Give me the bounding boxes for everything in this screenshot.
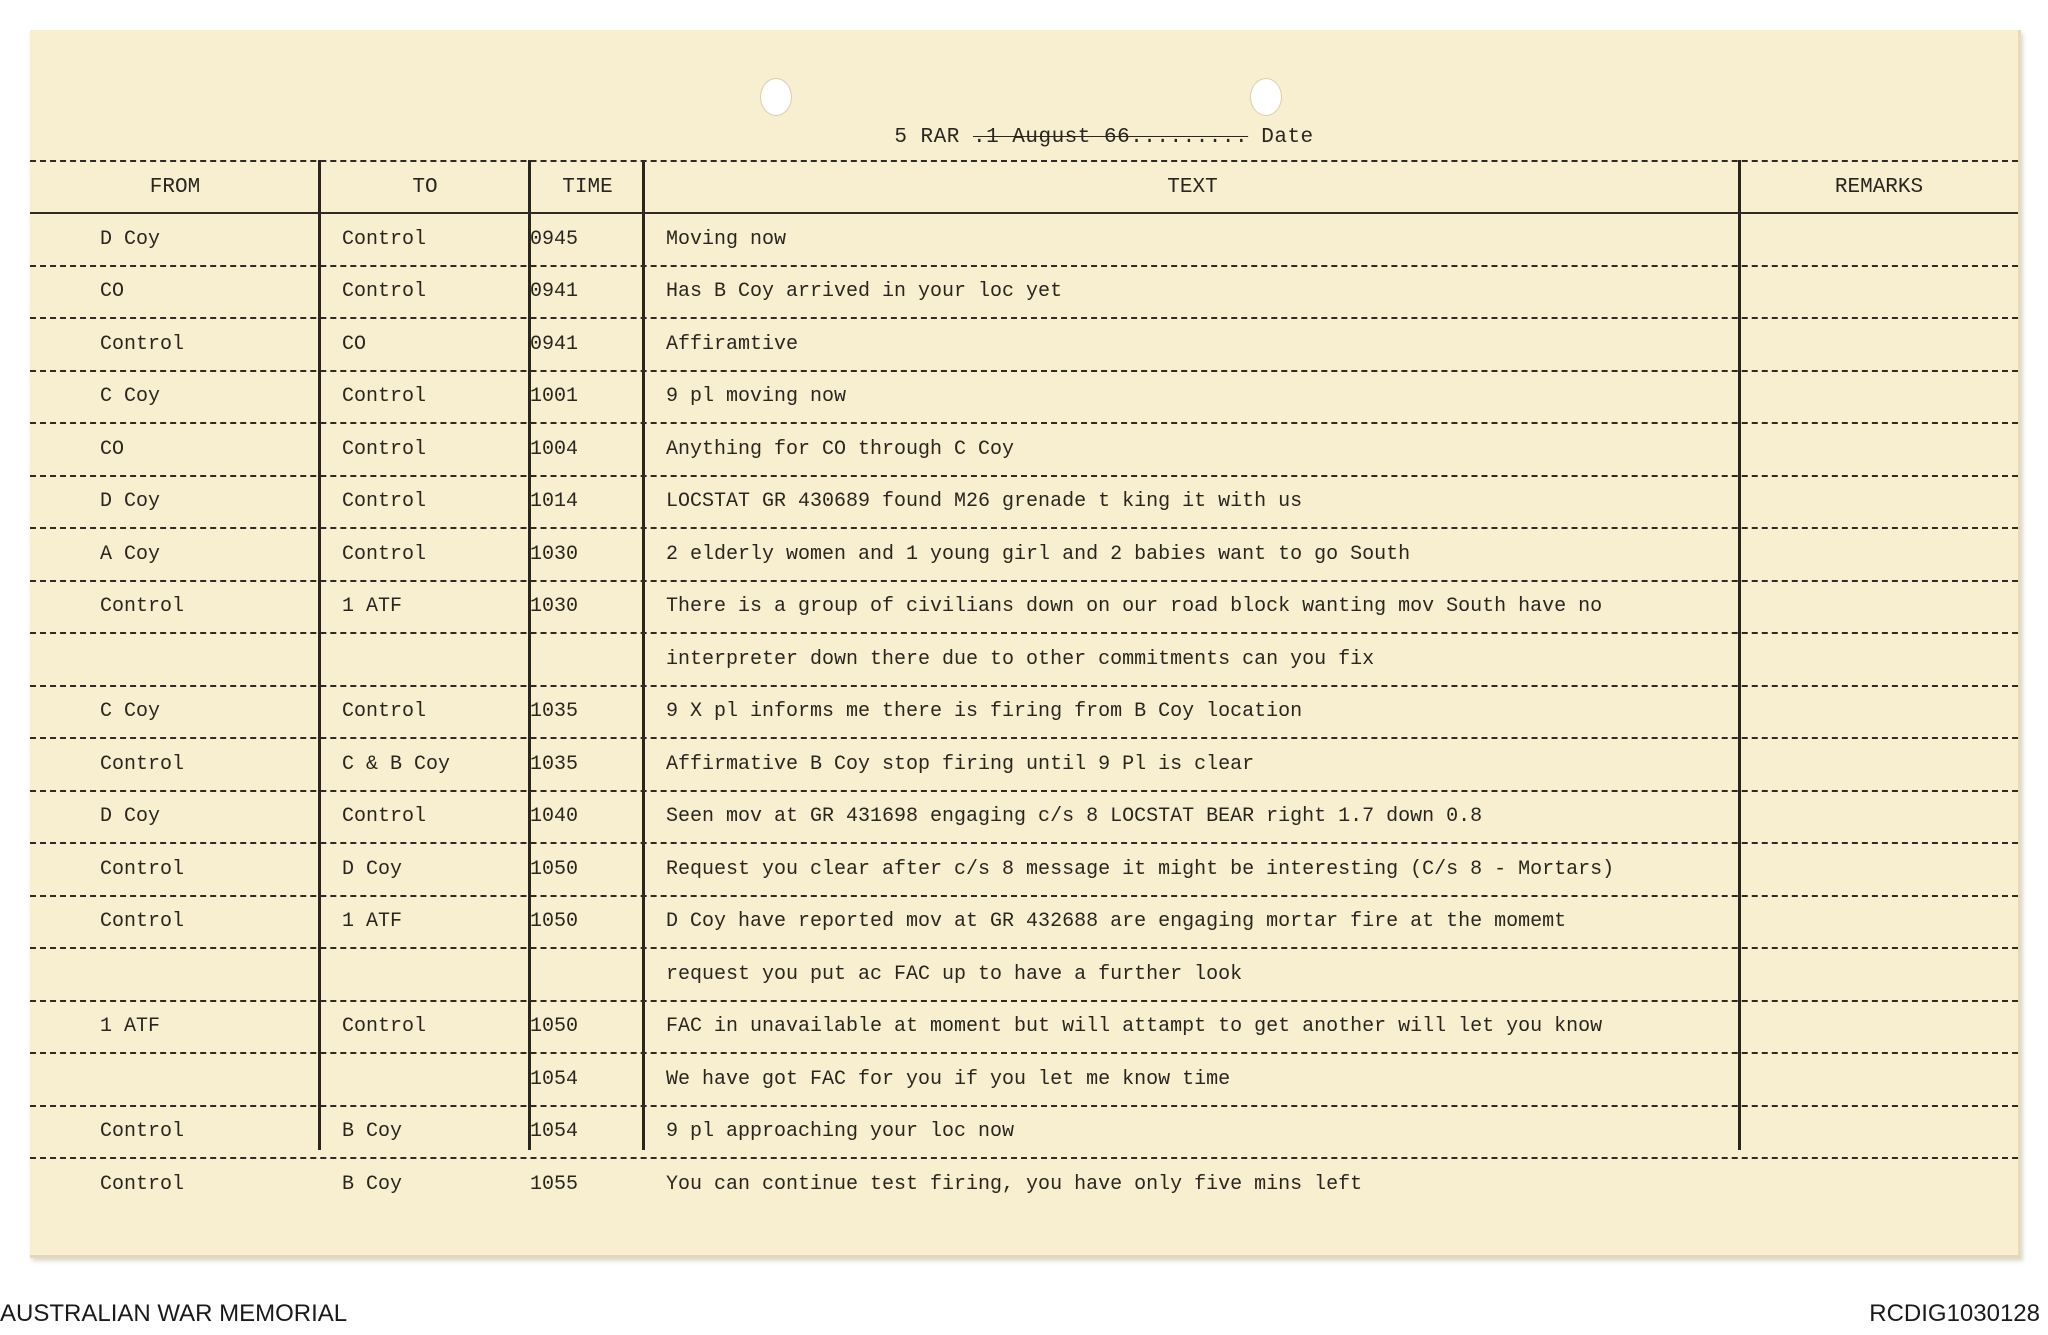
from-cell <box>100 634 340 685</box>
to-cell: Control <box>342 805 427 829</box>
text-cell: Affiramtive <box>666 332 799 356</box>
text-cell: You can continue test firing, you have only five mins left <box>666 1172 1363 1196</box>
time-cell: 1030 <box>530 595 579 619</box>
text-cell: Moving now <box>666 227 787 251</box>
column-header-text: TEXT <box>1167 175 1218 199</box>
table-row <box>30 1159 2018 1210</box>
remarks-cell <box>1742 477 2018 528</box>
text-cell: Anything for CO through C Coy <box>666 437 1015 461</box>
table-row <box>30 582 2018 635</box>
record-id: RCDIG1030128 <box>1869 1300 2040 1327</box>
from-cell: D Coy <box>100 490 161 514</box>
text-cell: D Coy have reported mov at GR 432688 are engaging mortar fire at the momemt <box>666 910 1567 934</box>
from-cell: D Coy <box>100 227 161 251</box>
column-header-remarks: REMARKS <box>1834 175 1924 199</box>
to-cell: Control <box>342 490 427 514</box>
column-header-time: TIME <box>562 175 613 199</box>
from-cell: D Coy <box>100 805 161 829</box>
remarks-cell <box>1742 1002 2018 1053</box>
time-cell: 1050 <box>530 857 579 881</box>
time-cell: 1035 <box>530 752 579 776</box>
to-cell: B Coy <box>342 1120 403 1144</box>
message-log-table <box>30 160 2018 1210</box>
punch-hole-left <box>760 78 792 116</box>
to-cell: D Coy <box>342 857 403 881</box>
from-cell: Control <box>100 857 185 881</box>
text-cell: 2 elderly women and 1 young girl and 2 babies want to go South <box>666 542 1411 566</box>
from-cell: Control <box>100 910 185 934</box>
table-row <box>30 949 2018 1002</box>
text-cell: Request you clear after c/s 8 message it might be interesting (C/s 8 - Mortars) <box>666 857 1615 881</box>
table-row <box>30 267 2018 320</box>
log-sheet <box>30 30 2021 1258</box>
table-row <box>30 897 2018 950</box>
unit-name: 5 RAR <box>894 126 960 149</box>
table-row <box>30 529 2018 582</box>
to-cell: 1 ATF <box>342 910 403 934</box>
from-cell: Control <box>100 752 185 776</box>
to-cell: C & B Coy <box>342 752 451 776</box>
remarks-cell <box>1742 949 2018 1000</box>
to-cell: Control <box>342 280 427 304</box>
remarks-cell <box>1742 319 2018 370</box>
time-cell: 1001 <box>530 385 579 409</box>
table-row <box>30 372 2018 425</box>
table-header-row <box>30 160 2018 214</box>
from-cell: 1 ATF <box>100 1015 161 1039</box>
text-cell: interpreter down there due to other commitments can you fix <box>666 647 1375 671</box>
text-cell: Seen mov at GR 431698 engaging c/s 8 LOCSTAT BEAR right 1.7 down 0.8 <box>666 805 1483 829</box>
from-cell: CO <box>100 280 125 304</box>
to-cell <box>342 949 552 1000</box>
time-cell <box>530 949 645 1000</box>
time-cell: 0941 <box>530 280 579 304</box>
sheet-header <box>30 126 2018 149</box>
table-row <box>30 687 2018 740</box>
time-cell: 0945 <box>530 227 579 251</box>
remarks-cell <box>1742 634 2018 685</box>
text-cell: request you put ac FAC up to have a further look <box>666 962 1243 986</box>
text-cell: 9 pl approaching your loc now <box>666 1120 1015 1144</box>
time-cell: 1040 <box>530 805 579 829</box>
to-cell: Control <box>342 1015 427 1039</box>
text-cell: FAC in unavailable at moment but will attampt to get another will let you know <box>666 1015 1603 1039</box>
text-cell: LOCSTAT GR 430689 found M26 grenade t king it with us <box>666 490 1303 514</box>
table-row <box>30 477 2018 530</box>
remarks-cell <box>1742 214 2018 265</box>
remarks-cell <box>1742 844 2018 895</box>
to-cell: Control <box>342 700 427 724</box>
from-cell: C Coy <box>100 700 161 724</box>
to-cell <box>342 1054 552 1105</box>
to-cell: B Coy <box>342 1172 403 1196</box>
remarks-cell <box>1742 897 2018 948</box>
punch-hole-right <box>1250 78 1282 116</box>
remarks-cell <box>1742 1054 2018 1105</box>
remarks-cell <box>1742 1107 2018 1158</box>
table-row <box>30 1002 2018 1055</box>
table-row <box>30 792 2018 845</box>
time-cell: 0941 <box>530 332 579 356</box>
from-cell: Control <box>100 332 185 356</box>
remarks-cell <box>1742 687 2018 738</box>
date-value: .1 August 66......... <box>972 126 1249 149</box>
time-cell: 1054 <box>530 1120 579 1144</box>
time-cell: 1004 <box>530 437 579 461</box>
text-cell: Has B Coy arrived in your loc yet <box>666 280 1063 304</box>
from-cell: A Coy <box>100 542 161 566</box>
table-row <box>30 214 2018 267</box>
from-cell: CO <box>100 437 125 461</box>
remarks-cell <box>1742 267 2018 318</box>
column-header-from: FROM <box>149 175 201 199</box>
time-cell: 1035 <box>530 700 579 724</box>
table-row <box>30 1054 2018 1107</box>
remarks-cell <box>1742 792 2018 843</box>
table-row <box>30 1107 2018 1160</box>
time-cell: 1055 <box>530 1172 579 1196</box>
remarks-cell <box>1742 372 2018 423</box>
time-cell: 1050 <box>530 1015 579 1039</box>
text-cell: 9 pl moving now <box>666 385 847 409</box>
time-cell: 1030 <box>530 542 579 566</box>
to-cell: Control <box>342 385 427 409</box>
column-header-to: TO <box>412 175 438 199</box>
to-cell: Control <box>342 227 427 251</box>
time-cell: 1014 <box>530 490 579 514</box>
remarks-cell <box>1742 582 2018 633</box>
from-cell <box>100 949 340 1000</box>
remarks-cell <box>1742 424 2018 475</box>
from-cell: C Coy <box>100 385 161 409</box>
to-cell: 1 ATF <box>342 595 403 619</box>
from-cell: Control <box>100 1120 185 1144</box>
text-cell: There is a group of civilians down on our road block wanting mov South have no <box>666 595 1603 619</box>
to-cell: CO <box>342 332 367 356</box>
table-row <box>30 319 2018 372</box>
to-cell <box>342 634 552 685</box>
table-row <box>30 844 2018 897</box>
time-cell: 1050 <box>530 910 579 934</box>
from-cell: Control <box>100 1172 185 1196</box>
from-cell: Control <box>100 595 185 619</box>
remarks-cell <box>1742 529 2018 580</box>
table-row <box>30 424 2018 477</box>
table-row <box>30 739 2018 792</box>
time-cell: 1054 <box>530 1067 579 1091</box>
date-label: Date <box>1261 126 1314 149</box>
table-body <box>30 214 2018 1210</box>
remarks-cell <box>1742 1159 2018 1210</box>
text-cell: 9 X pl informs me there is firing from B Coy location <box>666 700 1303 724</box>
table-row <box>30 634 2018 687</box>
to-cell: Control <box>342 542 427 566</box>
text-cell: Affirmative B Coy stop firing until 9 Pl is clear <box>666 752 1255 776</box>
from-cell <box>100 1054 340 1105</box>
to-cell: Control <box>342 437 427 461</box>
archive-credit: AUSTRALIAN WAR MEMORIAL <box>0 1300 348 1327</box>
remarks-cell <box>1742 739 2018 790</box>
time-cell <box>530 634 645 685</box>
text-cell: We have got FAC for you if you let me know time <box>666 1067 1231 1091</box>
